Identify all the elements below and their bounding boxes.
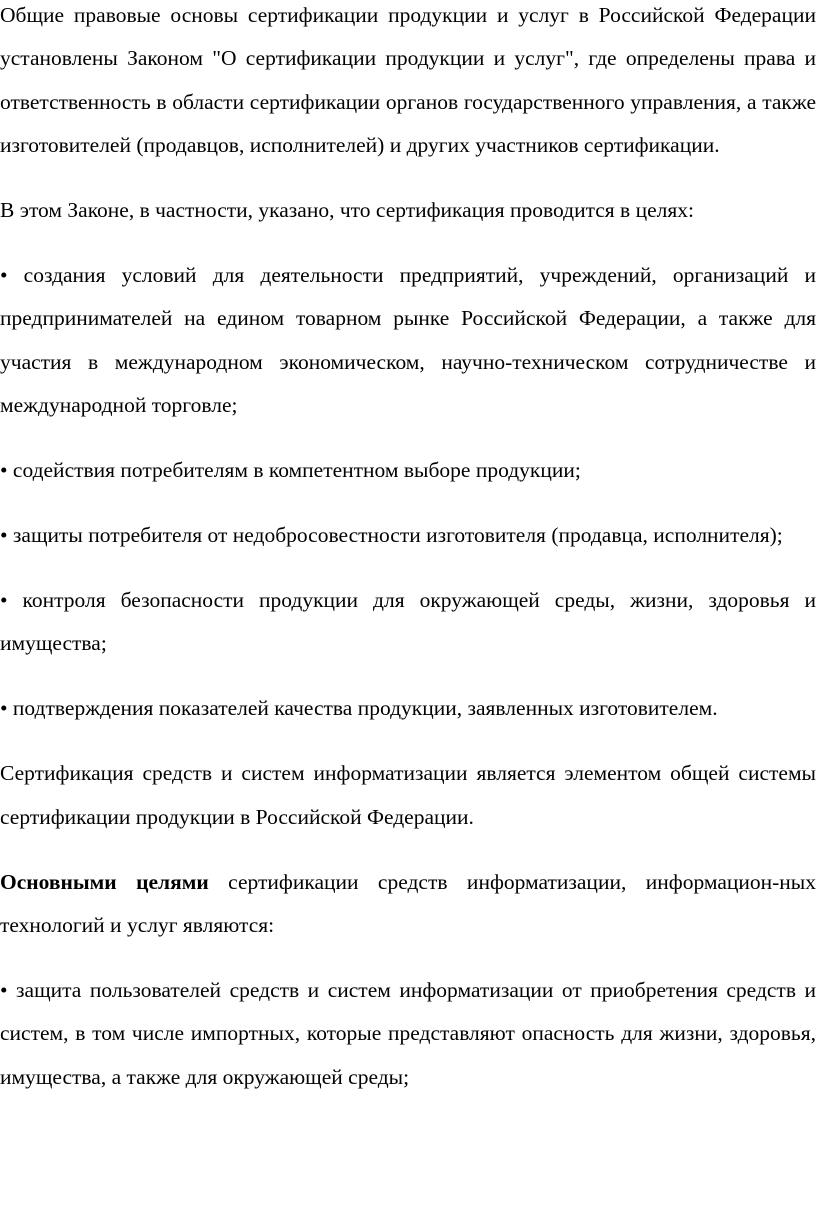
main-goals-text: сертификации средств информатизации, информацион-ных технологий и услуг являются: (0, 869, 816, 937)
paragraph-law-goals-intro: В этом Законе, в частности, указано, что сертификация проводится в целях: (0, 198, 694, 223)
paragraph-gap (0, 947, 816, 969)
paragraph-gap (0, 168, 816, 190)
paragraph-main-goals (0, 861, 816, 948)
paragraph-gap (0, 428, 816, 450)
list-item-quality-confirmation: • подтверждения показателей качества продукции, заявленных изготовителем. (0, 696, 718, 721)
list-item-consumer-protection: • защиты потребителя от недобросовестности изготовителя (продавца, исполнителя); (0, 523, 783, 548)
paragraph-gap (0, 233, 816, 255)
paragraph-gap (0, 557, 816, 579)
list-item-user-protection: • защита пользователей средств и систем информатизации от приобретения средств и систем, в том числе импортных, которые представляют опасность для жизни, здоровья, имущества, а также для окружающей среды; (0, 977, 816, 1089)
paragraph-gap (0, 666, 816, 688)
list-item-conditions: • создания условий для деятельности предприятий, учреждений, организаций и предпринимателей на едином товарном рынке Российской Федерации, а также для участия в международном экономическом, научно-техническом сотрудничестве и международной торговле; (0, 263, 816, 418)
paragraph-gap (0, 493, 816, 515)
list-item-consumer-choice: • содействия потребителям в компетентном выборе продукции; (0, 458, 581, 483)
paragraph-gap (0, 731, 816, 753)
paragraph-gap (0, 839, 816, 861)
paragraph-informatization-certification: Сертификация средств и систем информатизации является элементом общей системы сертификации продукции в Российской Федерации. (0, 761, 816, 829)
main-goals-bold-lead: Основными целями (0, 869, 209, 894)
list-item-safety-control: • контроля безопасности продукции для окружающей среды, жизни, здоровья и имущества; (0, 587, 816, 656)
paragraph-legal-basis: Общие правовые основы сертификации продукции и услуг в Российской Федерации установлены Законом "О сертификации продукции и услуг", где определены права и ответственность в области сертификации органов государственного управления, а также изготовителей (продавцов, исполнителей) и других участников сертификации. (0, 3, 816, 158)
